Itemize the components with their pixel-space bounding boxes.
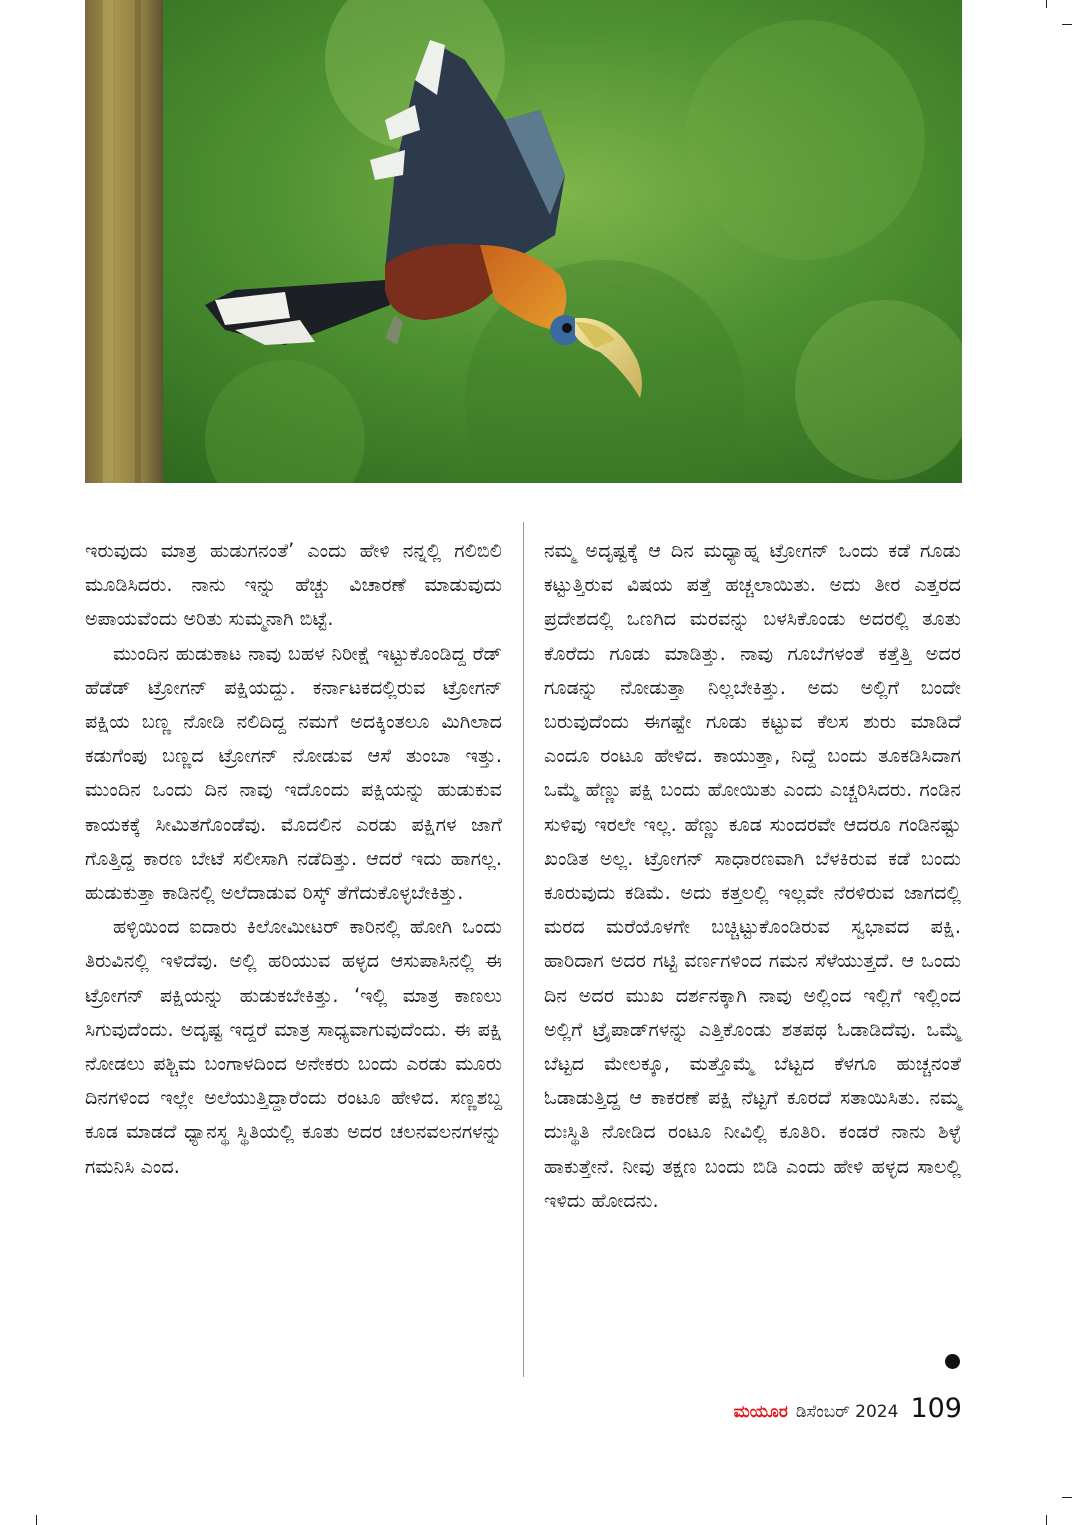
article-end-bullet <box>945 1354 960 1369</box>
paragraph: ಇರುವುದು ಮಾತ್ರ ಹುಡುಗನಂತೆ’ ಎಂದು ಹೇಳಿ ನನ್ನಲ್ಲಿ ಗಲಿಬಿಲಿ ಮೂಡಿಸಿದರು. ನಾನು ಇನ್ನು ಹೆಚ್ಚು ವಿಚಾರಣೆ ಮಾಡುವುದು ಅಪಾಯವೆಂದು ಅರಿತು ಸುಮ್ಮನಾಗಿ ಬಿಟ್ಟೆ. <box>85 539 502 631</box>
crop-mark-bottom-left <box>36 1515 37 1525</box>
article-column-right <box>544 534 961 1218</box>
paragraph: ಮುಂದಿನ ಹುಡುಕಾಟ ನಾವು ಬಹಳ ನಿರೀಕ್ಷೆ ಇಟ್ಟುಕೊಂಡಿದ್ದ ರೆಡ್ ಹೆಡೆಡ್ ಟ್ರೋಗನ್ ಪಕ್ಷಿಯದ್ದು. ಕರ್ನಾಟಕದಲ್ಲಿರುವ ಟ್ರೋಗನ್ ಪಕ್ಷಿಯ ಬಣ್ಣ ನೋಡಿ ನಲಿದಿದ್ದ ನಮಗೆ ಅದಕ್ಕಿಂತಲೂ ಮಿಗಿಲಾದ ಕಡುಗೆಂಪು ಬಣ್ಣದ ಟ್ರೋಗನ್ ನೋಡುವ ಆಸೆ ತುಂಬಾ ಇತ್ತು. ಮುಂದಿನ ಒಂದು ದಿನ ನಾವು ಇದೊಂದು ಪಕ್ಷಿಯನ್ನು ಹುಡುಕುವ ಕಾಯಕಕ್ಕೆ ಸೀಮಿತಗೊಂಡೆವು. ಮೊದಲಿನ ಎರಡು ಪಕ್ಷಿಗಳ ಜಾಗೆ ಗೊತ್ತಿದ್ದ ಕಾರಣ ಬೇಟೆ ಸಲೀಸಾಗಿ ನಡೆದಿತ್ತು. ಆದರೆ ಇದು ಹಾಗಲ್ಲ. ಹುಡುಕುತ್ತಾ ಕಾಡಿನಲ್ಲಿ ಅಲೆದಾಡುವ ರಿಸ್ಕ್ ತೆಗೆದುಕೊಳ್ಳಬೇಕಿತ್ತು. <box>85 641 502 905</box>
crop-mark-bottom-right <box>1046 1515 1047 1525</box>
crop-mark-top-right <box>1046 0 1047 8</box>
crop-mark-right-lower <box>1062 1497 1072 1498</box>
column-divider <box>523 522 524 1377</box>
hornbill-photo <box>85 0 962 483</box>
page-number: 109 <box>910 1393 962 1424</box>
crop-mark-right-upper <box>1062 24 1072 25</box>
magazine-brand: ಮಯೂರ <box>733 1402 788 1422</box>
paragraph: ಹಳ್ಳಿಯಿಂದ ಐದಾರು ಕಿಲೋಮೀಟರ್ ಕಾರಿನಲ್ಲಿ ಹೋಗಿ ಒಂದು ತಿರುವಿನಲ್ಲಿ ಇಳಿದೆವು. ಅಲ್ಲಿ ಹರಿಯುವ ಹಳ್ಳದ ಆಸುಪಾಸಿನಲ್ಲಿ ಈ ಟ್ರೋಗನ್ ಪಕ್ಷಿಯನ್ನು ಹುಡುಕಬೇಕಿತ್ತು. ‘ಇಲ್ಲಿ ಮಾತ್ರ ಕಾಣಲು ಸಿಗುವುದೆಂದು. ಅದೃಷ್ಟ ಇದ್ದರೆ ಮಾತ್ರ ಸಾಧ್ಯವಾಗುವುದೆಂದು. ಈ ಪಕ್ಷಿ ನೋಡಲು ಪಶ್ಚಿಮ ಬಂಗಾಳದಿಂದ ಅನೇಕರು ಬಂದು ಎರಡು ಮೂರು ದಿನಗಳಿಂದ ಇಲ್ಲೇ ಅಲೆಯುತ್ತಿದ್ದಾರೆಂದು ರಂಟೂ ಹೇಳಿದ. ಸಣ್ಣಶಬ್ದ ಕೂಡ ಮಾಡದೆ ಧ್ಯಾನಸ್ಥ ಸ್ಥಿತಿಯಲ್ಲಿ ಕೂತು ಅದರ ಚಲನವಲನಗಳನ್ನು ಗಮನಿಸಿ ಎಂದ. <box>85 915 502 1178</box>
page-footer <box>734 1393 962 1429</box>
paragraph: ನಮ್ಮ ಅದೃಷ್ಟಕ್ಕೆ ಆ ದಿನ ಮಧ್ಯಾಹ್ನ ಟ್ರೋಗನ್ ಒಂದು ಕಡೆ ಗೂಡು ಕಟ್ಟುತ್ತಿರುವ ವಿಷಯ ಪತ್ತೆ ಹಚ್ಚಲಾಯಿತು. ಅದು ತೀರ ಎತ್ತರದ ಪ್ರದೇಶದಲ್ಲಿ ಒಣಗಿದ ಮರವನ್ನು ಬಳಸಿಕೊಂಡು ಅದರಲ್ಲಿ ತೂತು ಕೊರೆದು ಗೂಡು ಮಾಡಿತ್ತು. ನಾವು ಗೂಬೆಗಳಂತೆ ಕತ್ತೆತ್ತಿ ಅದರ ಗೂಡನ್ನು ನೋಡುತ್ತಾ ನಿಲ್ಲಬೇಕಿತ್ತು. ಅದು ಅಲ್ಲಿಗೆ ಬಂದೇ ಬರುವುದೆಂದು ಈಗಷ್ಟೇ ಗೂಡು ಕಟ್ಟುವ ಕೆಲಸ ಶುರು ಮಾಡಿದೆ ಎಂದೂ ರಂಟೂ ಹೇಳಿದ. ಕಾಯುತ್ತಾ, ನಿದ್ದೆ ಬಂದು ತೂಕಡಿಸಿದಾಗ ಒಮ್ಮೆ ಹೆಣ್ಣು ಪಕ್ಷಿ ಬಂದು ಹೋಯಿತು ಎಂದು ಎಚ್ಚರಿಸಿದರು. ಗಂಡಿನ ಸುಳಿವು ಇರಲೇ ಇಲ್ಲ. ಹೆಣ್ಣು ಕೂಡ ಸುಂದರವೇ ಆದರೂ ಗಂಡಿನಷ್ಟು ಖಂಡಿತ ಅಲ್ಲ. ಟ್ರೋಗನ್ ಸಾಧಾರಣವಾಗಿ ಬೆಳಕಿರುವ ಕಡೆ ಬಂದು ಕೂರುವುದು ಕಡಿಮೆ. ಅದು ಕತ್ತಲಲ್ಲಿ ಇಲ್ಲವೇ ನೆರಳಿರುವ ಜಾಗದಲ್ಲಿ ಮರದ ಮರೆಯೊಳಗೇ ಬಚ್ಚಿಟ್ಟುಕೊಂಡಿರುವ ಸ್ವಭಾವದ ಪಕ್ಷಿ. ಹಾರಿದಾಗ ಅದರ ಗಟ್ಟಿ ವರ್ಣಗಳಿಂದ ಗಮನ ಸೆಳೆಯುತ್ತದೆ. ಆ ಒಂದು ದಿನ ಅದರ ಮುಖ ದರ್ಶನಕ್ಕಾಗಿ ನಾವು ಅಲ್ಲಿಂದ ಇಲ್ಲಿಗೆ ಇಲ್ಲಿಂದ ಅಲ್ಲಿಗೆ ಟ್ರೈಪಾಡ್‌ಗಳನ್ನು ಎತ್ತಿಕೊಂಡು ಶತಪಥ ಓಡಾಡಿದೆವು. ಒಮ್ಮೆ ಬೆಟ್ಟದ ಮೇಲಕ್ಕೂ, ಮತ್ತೊಮ್ಮೆ ಬೆಟ್ಟದ ಕೆಳಗೂ ಹುಚ್ಚನಂತೆ ಓಡಾಡುತ್ತಿದ್ದ ಆ ಕಾಕರಣೆ ಪಕ್ಷಿ ನೆಟ್ಟಗೆ ಕೂರದೆ ಸತಾಯಿಸಿತು. ನಮ್ಮ ದುಃಸ್ಥಿತಿ ನೋಡಿದ ರಂಟೂ ನೀವಿಲ್ಲಿ ಕೂತಿರಿ. ಕಂಡರೆ ನಾನು ಶಿಳ್ಳೆ ಹಾಕುತ್ತೇನೆ. ನೀವು ತಕ್ಷಣ ಬಂದು ಬಿಡಿ ಎಂದು ಹೇಳಿ ಹಳ್ಳದ ಸಾಲಲ್ಲಿ ಇಳಿದು ಹೋದನು. <box>544 539 961 1212</box>
issue-date: ಡಿಸೆಂಬರ್ 2024 <box>795 1402 899 1422</box>
article-column-left <box>85 534 502 1184</box>
